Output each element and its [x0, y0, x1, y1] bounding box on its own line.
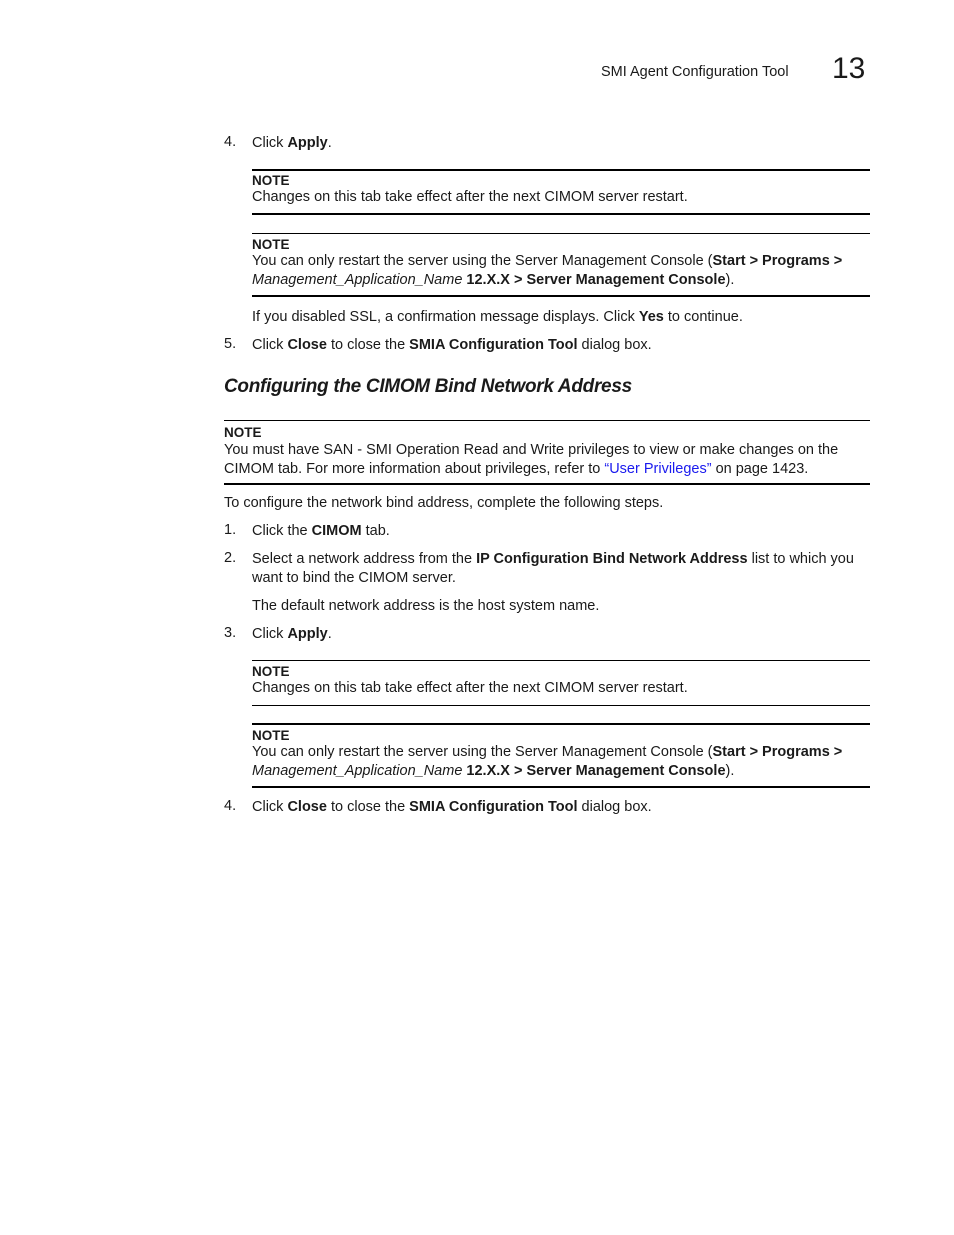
note-text-line: CIMOM tab. For more information about privileges, refer to “User Privileges” on page 1423. [224, 461, 809, 477]
note-label: NOTE [252, 728, 290, 743]
note-text-line: Management_Application_Name 12.X.X > Server Management Console). [252, 763, 735, 779]
section-heading: Configuring the CIMOM Bind Network Address [224, 376, 632, 397]
note-bottom-rule [252, 295, 870, 297]
chapter-number: 13 [832, 52, 866, 85]
step-text-continued: want to bind the CIMOM server. [252, 570, 456, 586]
note-label: NOTE [224, 425, 262, 440]
step-text: Click Apply. [252, 626, 332, 642]
note-label: NOTE [252, 173, 290, 188]
note-top-rule [252, 660, 870, 661]
note-text: Changes on this tab take effect after the next CIMOM server restart. [252, 189, 688, 205]
note-text: Changes on this tab take effect after the next CIMOM server restart. [252, 680, 688, 696]
step-number: 4. [224, 134, 237, 150]
step-number: 3. [224, 625, 237, 641]
note-top-rule [252, 723, 870, 725]
note-label: NOTE [252, 664, 290, 679]
note-text-line: You can only restart the server using the Server Management Console (Start > Programs > [252, 744, 843, 760]
ssl-paragraph: If you disabled SSL, a confirmation message displays. Click Yes to continue. [252, 309, 743, 325]
running-header-title: SMI Agent Configuration Tool [601, 64, 789, 80]
step-text: Select a network address from the IP Configuration Bind Network Address list to which you [252, 551, 854, 567]
step-text: Click Close to close the SMIA Configuration Tool dialog box. [252, 799, 652, 815]
note-bottom-rule [252, 213, 870, 215]
note-top-rule [224, 420, 870, 421]
note-text-line: You can only restart the server using the Server Management Console (Start > Programs > [252, 253, 843, 269]
step-number: 1. [224, 522, 237, 538]
step-number: 4. [224, 798, 237, 814]
step-text: Click Apply. [252, 135, 332, 151]
step-text: Click the CIMOM tab. [252, 523, 390, 539]
intro-paragraph: To configure the network bind address, complete the following steps. [224, 495, 664, 511]
note-top-rule [252, 233, 870, 234]
note-bottom-rule [224, 483, 870, 485]
default-paragraph: The default network address is the host system name. [252, 598, 600, 614]
note-bottom-rule [252, 705, 870, 706]
note-text-line: You must have SAN - SMI Operation Read and Write privileges to view or make changes on the [224, 442, 839, 458]
note-top-rule [252, 169, 870, 171]
step-text: Click Close to close the SMIA Configuration Tool dialog box. [252, 337, 652, 353]
note-label: NOTE [252, 237, 290, 252]
note-bottom-rule [252, 786, 870, 788]
note-text-line: Management_Application_Name 12.X.X > Server Management Console). [252, 272, 735, 288]
user-privileges-link[interactable]: “User Privileges” [604, 461, 712, 477]
step-number: 2. [224, 550, 237, 566]
step-number: 5. [224, 336, 237, 352]
